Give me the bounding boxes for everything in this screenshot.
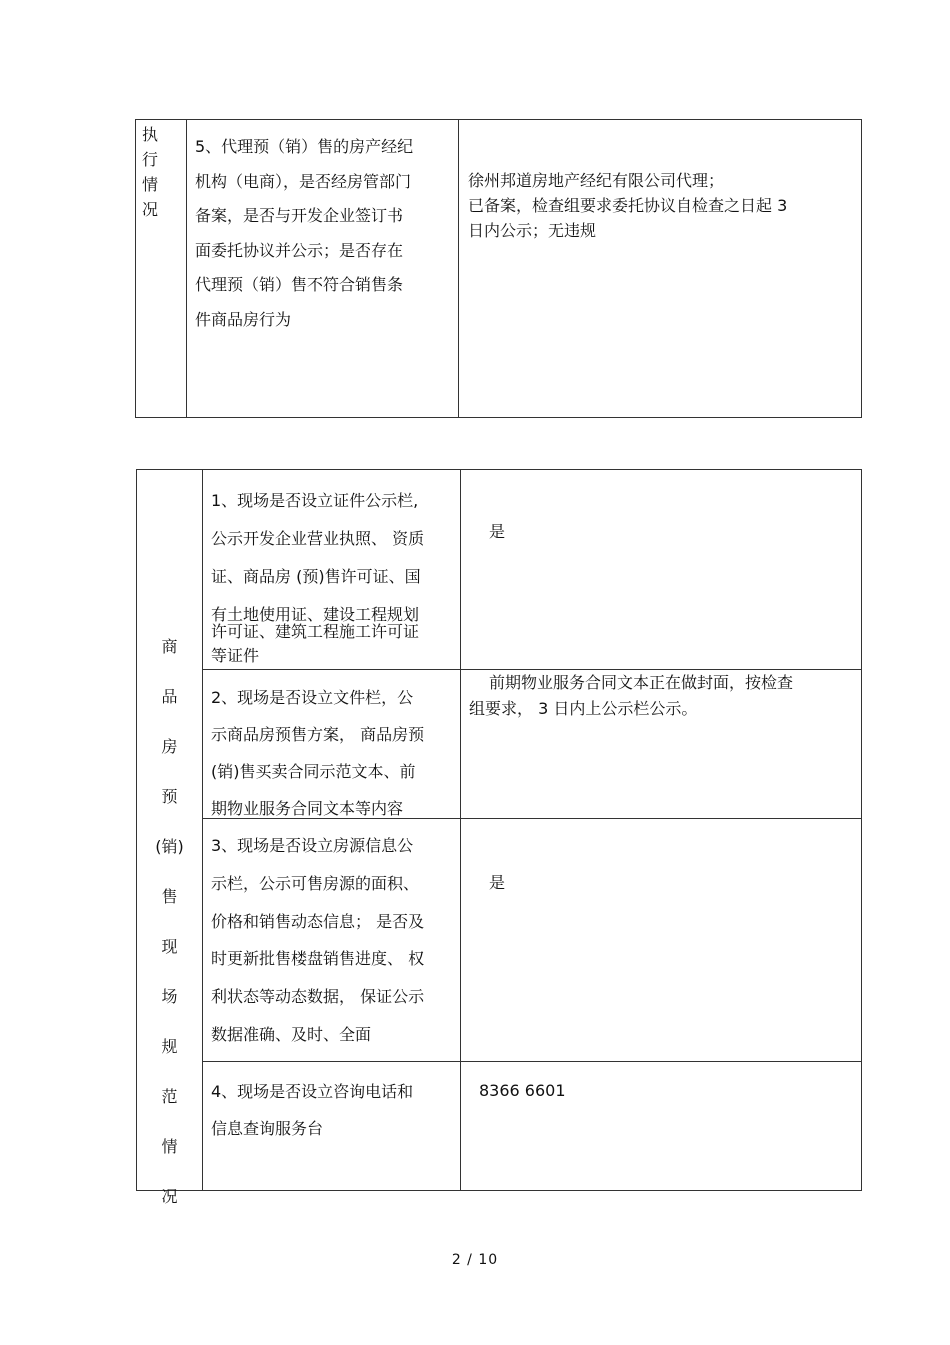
category-char: 场	[161, 987, 178, 1006]
check-item-question: 1、现场是否设立证件公示栏, 公示开发企业营业执照、 资质 证、商品房 (预)售许可证、国 有土地使用证、建设工程规划	[211, 491, 425, 624]
check-item-question: 5、代理预（销）售的房产经纪 机构（电商），是否经房管部门 备案，是否与开发企业签订书 面委托协议并公示；是否存在 代理预（销）售不符合销售条 件商品房行为	[195, 137, 414, 329]
category-char: 商	[161, 637, 178, 656]
column-divider	[458, 120, 459, 417]
column-divider	[202, 470, 203, 1190]
category-char: 情	[161, 1137, 178, 1156]
column-divider	[186, 120, 187, 417]
check-item-answer: 是	[489, 522, 506, 541]
category-char: 品	[161, 687, 178, 706]
check-item-answer: 8366 6601	[479, 1081, 566, 1100]
agency-table	[135, 119, 862, 418]
category-char: 售	[161, 887, 178, 906]
category-char: 况	[142, 200, 159, 219]
category-char: (销)	[155, 837, 184, 856]
check-item-question: 3、现场是否设立房源信息公 示栏，公示可售房源的面积、 价格和销售动态信息； 是否及 时更新批售楼盘销售进度、 权 利状态等动态数据， 保证公示 数据准确、及时、全面	[211, 836, 425, 1044]
check-item-question: 4、现场是否设立咨询电话和 信息查询服务台	[211, 1082, 414, 1138]
check-item-answer: 前期物业服务合同文本正在做封面，按检查 组要求， 3 日内上公示栏公示。	[469, 673, 794, 718]
category-label	[137, 622, 202, 1222]
category-label	[142, 120, 172, 222]
row-divider	[202, 1061, 861, 1062]
check-item-question-tail: 许可证、建筑工程施工许可证 等证件	[211, 622, 420, 665]
check-item-question: 2、现场是否设立文件栏，公 示商品房预售方案， 商品房预 (销)售买卖合同示范文本、前 期物业服务合同文本等内容	[211, 688, 425, 818]
category-char: 现	[161, 937, 178, 956]
category-char: 况	[161, 1187, 178, 1206]
category-char: 执	[142, 125, 159, 144]
category-char: 行	[142, 150, 159, 169]
category-char: 预	[161, 787, 178, 806]
category-char: 房	[161, 737, 178, 756]
category-char: 范	[161, 1087, 178, 1106]
check-item-answer: 是	[489, 873, 506, 892]
page-number: 2 / 10	[451, 1252, 499, 1268]
column-divider	[460, 470, 461, 1190]
category-char: 规	[161, 1037, 178, 1056]
check-item-answer: 徐州邦道房地产经纪有限公司代理； 已备案，检查组要求委托协议自检查之日起 3 日内公示；无违规	[468, 171, 788, 240]
sales-site-table	[136, 469, 862, 1206]
category-char: 情	[142, 175, 159, 194]
